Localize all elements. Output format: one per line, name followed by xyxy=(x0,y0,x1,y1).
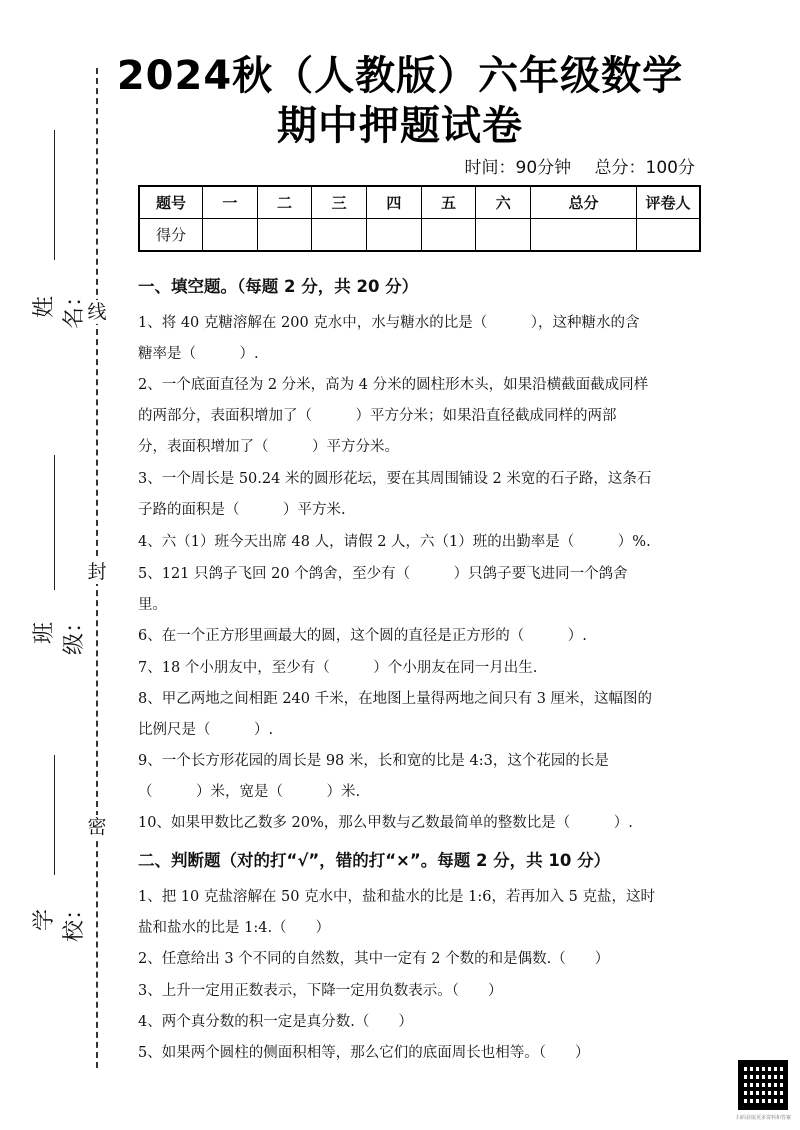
question-line: 分，表面积增加了（ ）平方分米。 xyxy=(138,439,399,455)
school-label: 学校： xyxy=(32,898,87,943)
score-row-label: 得分 xyxy=(139,219,203,252)
header-cell: 总分 xyxy=(531,186,637,219)
header-cell: 四 xyxy=(367,186,422,219)
exam-time: 时间：90分钟 xyxy=(464,158,572,178)
score-cell[interactable] xyxy=(257,219,312,252)
header-cell: 一 xyxy=(203,186,258,219)
question-line: 2、任意给出 3 个不同的自然数，其中一定有 2 个数的和是偶数.（ ） xyxy=(138,951,610,967)
question-line: 2、一个底面直径为 2 分米，高为 4 分米的圆柱形木头，如果沿横截面截成同样 xyxy=(138,377,649,393)
header-cell: 三 xyxy=(312,186,367,219)
question-line: 里。 xyxy=(138,597,167,613)
question-line: 8、甲乙两地之间相距 240 千米，在地图上量得两地之间只有 3 厘米，这幅图的 xyxy=(138,691,653,707)
class-label: 班级： xyxy=(32,611,87,656)
question-line: 7、18 个小朋友中，至少有（ ）个小朋友在同一月出生. xyxy=(138,660,538,676)
question-line: 3、上升一定用正数表示，下降一定用负数表示。（ ） xyxy=(138,983,503,999)
question-line: 1、将 40 克糖溶解在 200 克水中，水与糖水的比是（ ），这种糖水的含 xyxy=(138,315,640,331)
question-line: 10、如果甲数比乙数多 20%，那么甲数与乙数最简单的整数比是（ ）. xyxy=(138,815,633,831)
question-line: 9、一个长方形花园的周长是 98 米，长和宽的比是 4:3，这个花园的长是 xyxy=(138,753,609,769)
question-line: 4、两个真分数的积一定是真分数.（ ） xyxy=(138,1014,413,1030)
title-line-2: 期中押题试卷 xyxy=(277,103,523,149)
question-line: 糖率是（ ）. xyxy=(138,346,259,362)
header-cell: 六 xyxy=(476,186,531,219)
seal-mark-xian: 线 xyxy=(82,300,112,324)
section-true-false-title: 二、判断题（对的打“√”，错的打“×”。每题 2 分，共 10 分） xyxy=(138,851,611,870)
question-line: 的两部分，表面积增加了（ ）平方分米；如果沿直径截成同样的两部 xyxy=(138,408,617,424)
exam-total: 总分：100分 xyxy=(594,158,695,178)
question-line: 6、在一个正方形里画最大的圆，这个圆的直径是正方形的（ ）. xyxy=(138,628,587,644)
score-cell[interactable] xyxy=(367,219,422,252)
header-cell: 题号 xyxy=(139,186,203,219)
score-cell[interactable] xyxy=(203,219,258,252)
seal-mark-feng: 封 xyxy=(82,560,112,584)
name-label: 姓名： xyxy=(32,285,87,330)
school-write-line[interactable] xyxy=(54,755,55,875)
name-write-line[interactable] xyxy=(54,130,55,260)
qr-note: 扫码获取更多资料和答案 xyxy=(736,1115,792,1121)
question-line: 1、把 10 克盐溶解在 50 克水中，盐和盐水的比是 1:6，若再加入 5 克盐，这时 xyxy=(138,889,655,905)
score-cell[interactable] xyxy=(312,219,367,252)
question-line: 5、121 只鸽子飞回 20 个鸽舍，至少有（ ）只鸽子要飞进同一个鸽舍 xyxy=(138,566,628,582)
score-cell[interactable] xyxy=(531,219,637,252)
question-line: 3、一个周长是 50.24 米的圆形花坛，要在其周围铺设 2 米宽的石子路，这条石 xyxy=(138,471,652,487)
question-line: 比例尺是（ ）. xyxy=(138,722,274,738)
question-line: 盐和盐水的比是 1:4.（ ） xyxy=(138,920,331,936)
question-line: 5、如果两个圆柱的侧面积相等，那么它们的底面周长也相等。（ ） xyxy=(138,1045,590,1061)
class-write-line[interactable] xyxy=(54,455,55,590)
question-line: 子路的面积是（ ）平方米. xyxy=(138,502,346,518)
score-table-score-row xyxy=(139,219,700,252)
question-line: 4、六（1）班今天出席 48 人，请假 2 人，六（1）班的出勤率是（ ）%. xyxy=(138,534,651,550)
score-cell[interactable] xyxy=(421,219,476,252)
score-table xyxy=(138,185,701,252)
header-cell: 五 xyxy=(421,186,476,219)
section-fill-blank-title: 一、填空题。（每题 2 分，共 20 分） xyxy=(138,277,419,296)
qr-code-icon xyxy=(738,1060,788,1110)
score-cell[interactable] xyxy=(637,219,701,252)
score-cell[interactable] xyxy=(476,219,531,252)
header-cell: 评卷人 xyxy=(637,186,701,219)
question-line: （ ）米，宽是（ ）米. xyxy=(138,784,361,800)
score-table-header-row xyxy=(139,186,700,219)
header-cell: 二 xyxy=(257,186,312,219)
seal-mark-mi: 密 xyxy=(82,815,112,839)
title-line-1: 2024秋（人教版）六年级数学 xyxy=(116,53,684,99)
exam-meta xyxy=(465,153,696,178)
